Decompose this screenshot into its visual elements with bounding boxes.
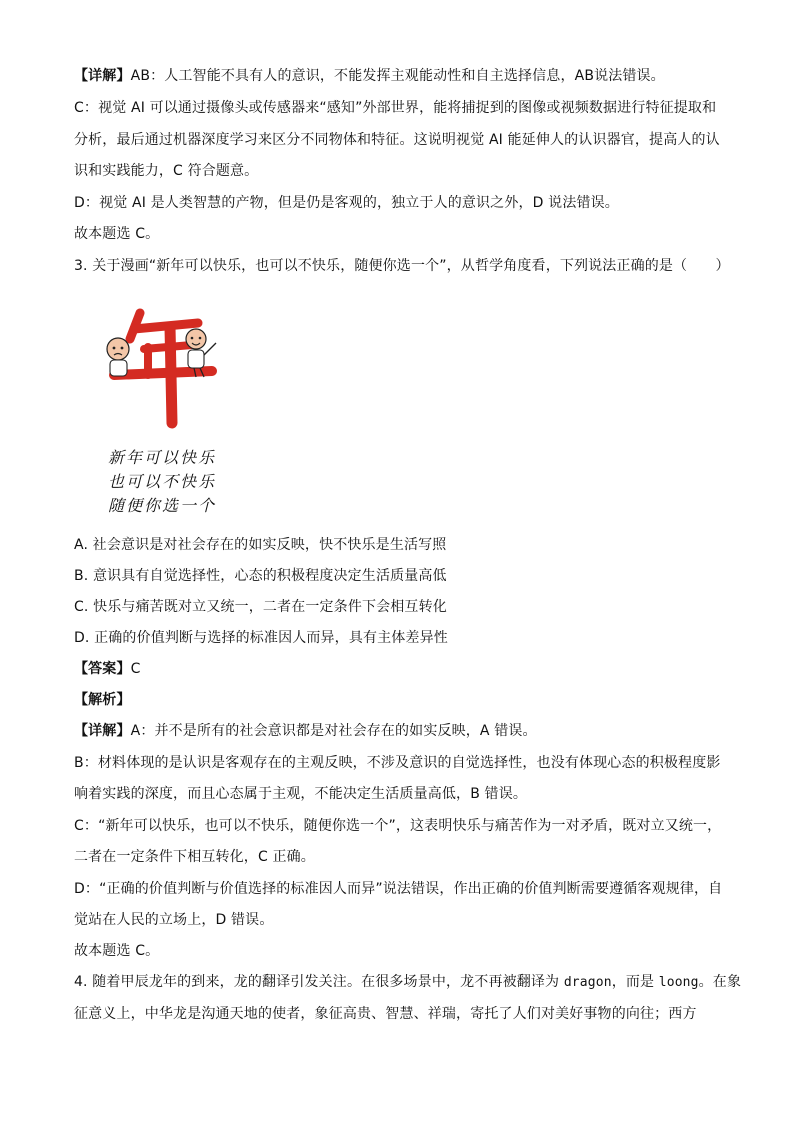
q3-option-d: D. 正确的价值判断与选择的标准因人而异，具有主体差异性 [74,630,448,646]
q3-detail-b-1: B：材料体现的是认识是客观存在的主观反映，不涉及意识的自觉选择性，也没有体现心态的积极程度影 [74,755,721,771]
q2-conclusion: 故本题选 C。 [74,226,160,242]
q3-answer: 【答案】C [74,661,141,677]
cartoon-caption-1: 新年可以快乐 [108,448,217,467]
q3-option-a: A. 社会意识是对社会存在的如实反映，快不快乐是生活写照 [74,537,447,553]
q3-detail-b-2: 响着实践的深度，而且心态属于主观，不能决定生活质量高低，B 错误。 [74,786,528,802]
q3-conclusion: 故本题选 C。 [74,943,160,959]
q2-detail-c-1: C：视觉 AI 可以通过摄像头或传感器来“感知”外部世界，能将捕捉到的图像或视频数据进行特征提取和 [74,100,717,116]
q4-stem-1: 4. 随着甲辰龙年的到来，龙的翻译引发关注。在很多场景中，龙不再被翻译为 dragon，而是 loong。在象 [74,974,742,990]
q3-detail-a: 【详解】A：并不是所有的社会意识都是对社会存在的如实反映，A 错误。 [74,723,537,739]
q2-detail-c-3: 识和实践能力，C 符合题意。 [74,163,259,179]
q3-detail-c-1: C：“新年可以快乐，也可以不快乐，随便你选一个”，这表明快乐与痛苦作为一对矛盾，既对立又统一， [74,818,722,834]
q3-option-c: C. 快乐与痛苦既对立又统一，二者在一定条件下会相互转化 [74,599,447,615]
cartoon-illustration [100,305,230,520]
q2-detail-c-2: 分析，最后通过机器深度学习来区分不同物体和特征。这说明视觉 AI 能延伸人的认识器官，提高人的认 [74,132,720,148]
q2-detail-d: D：视觉 AI 是人类智慧的产物，但是仍是客观的，独立于人的意识之外，D 说法错误。 [74,195,619,211]
q2-detail-ab: 【详解】AB：人工智能不具有人的意识，不能发挥主观能动性和自主选择信息，AB说法错误。 [74,68,665,84]
q3-detail-d-2: 觉站在人民的立场上，D 错误。 [74,912,274,928]
cartoon-nian-figure [100,305,230,435]
q3-detail-c-2: 二者在一定条件下相互转化，C 正确。 [74,849,315,865]
q3-option-b: B. 意识具有自觉选择性，心态的积极程度决定生活质量高低 [74,568,447,584]
cartoon-caption-2: 也可以不快乐 [108,472,217,491]
q3-stem: 3. 关于漫画“新年可以快乐，也可以不快乐，随便你选一个”，从哲学角度看，下列说法正确的是（ ） [74,258,730,274]
cartoon-caption-3: 随便你选一个 [108,496,217,515]
q3-detail-d-1: D：“正确的价值判断与价值选择的标准因人而异”说法错误，作出正确的价值判断需要遵循客观规律，自 [74,881,723,897]
q4-stem-2: 征意义上，中华龙是沟通天地的使者，象征高贵、智慧、祥瑞，寄托了人们对美好事物的向往；西方 [74,1006,697,1022]
q3-analysis-heading: 【解析】 [74,692,131,708]
